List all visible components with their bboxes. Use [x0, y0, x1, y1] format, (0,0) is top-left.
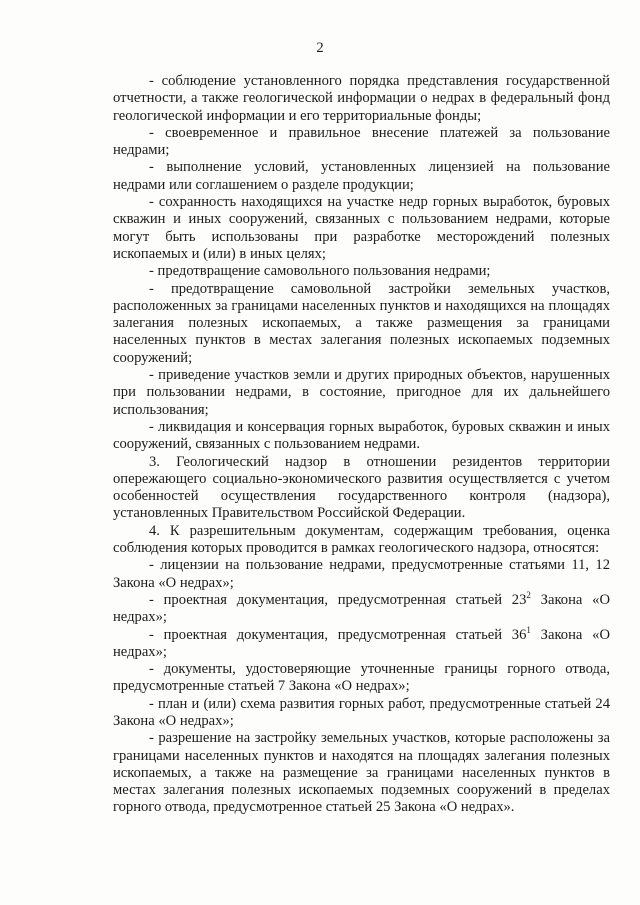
page-number: 2: [316, 40, 324, 56]
paragraph-with-superscript: [113, 624, 610, 662]
paragraph: 4. К разрешительным документам, содержащим требования, оценка соблюдения которых проводится в рамках геологического надзора, относятся:: [113, 522, 610, 557]
superscript: 1: [526, 624, 531, 635]
superscript: 2: [526, 590, 531, 601]
paragraph: - документы, удостоверяющие уточненные границы горного отвода, предусмотренные статьей 7 Закона «О недрах»;: [113, 661, 610, 695]
paragraph: - ликвидация и консервация горных выработок, буровых скважин и иных сооружений, связанных с пользованием недрами.: [113, 418, 610, 453]
paragraph-text: Закона «О недрах»;: [113, 591, 610, 626]
paragraph-with-superscript: [113, 592, 610, 627]
paragraph: - план и (или) схема развития горных работ, предусмотренные статьей 24 Закона «О недрах»;: [113, 695, 610, 729]
paragraph: - выполнение условий, установленных лицензией на пользование недрами или соглашением о разделе продукции;: [113, 159, 610, 193]
paragraph: - сохранность находящихся на участке недр горных выработок, буровых скважин и иных сооружений, связанных с пользованием недрами, которые могут быть использованы при разработке месторождений полезных ископаемых и (или) в иных целях;: [113, 194, 610, 262]
paragraph: - лицензии на пользование недрами, предусмотренные статьями 11, 12 Закона «О недрах»;: [113, 557, 610, 591]
paragraph: - предотвращение самовольной застройки земельных участков, расположенных за границами населенных пунктов и находящихся на площадях залегания полезных ископаемых, а также размещения за границами населенных пунктов в местах залегания полезных ископаемых подземных сооружений;: [113, 280, 610, 366]
paragraph-text: - проектная документация, предусмотренная статьей 23: [149, 591, 527, 608]
paragraph: - своевременное и правильное внесение платежей за пользование недрами;: [113, 124, 610, 159]
document-body: [113, 73, 610, 817]
paragraph: - приведение участков земли и других природных объектов, нарушенных при пользовании недрами, в состояние, пригодное для их дальнейшего использования;: [113, 367, 610, 418]
paragraph-text: - проектная документация, предусмотренная статьей 36: [149, 626, 527, 643]
paragraph: - разрешение на застройку земельных участков, которые расположены за границами населенных пунктов и находятся на площадях залегания полезных ископаемых, а также на размещение за границами населенных пунктов в местах залегания полезных ископаемых подземных сооружений в пределах горного отвода, предусмотренное статьей 25 Закона «О недрах».: [113, 730, 610, 816]
paragraph: - соблюдение установленного порядка представления государственной отчетности, а также геологической информации о недрах в федеральный фонд геологической информации и его территориальные фонды;: [113, 73, 610, 124]
paragraph-text: Закона «О недрах»;: [113, 626, 610, 660]
paragraph: 3. Геологический надзор в отношении резидентов территории опережающего социально-экономического развития осуществляется с учетом особенностей осуществления государственного контроля (надзора), установленных Правительством Российской Федерации.: [113, 453, 610, 522]
paragraph: - предотвращение самовольного пользования недрами;: [149, 263, 491, 280]
